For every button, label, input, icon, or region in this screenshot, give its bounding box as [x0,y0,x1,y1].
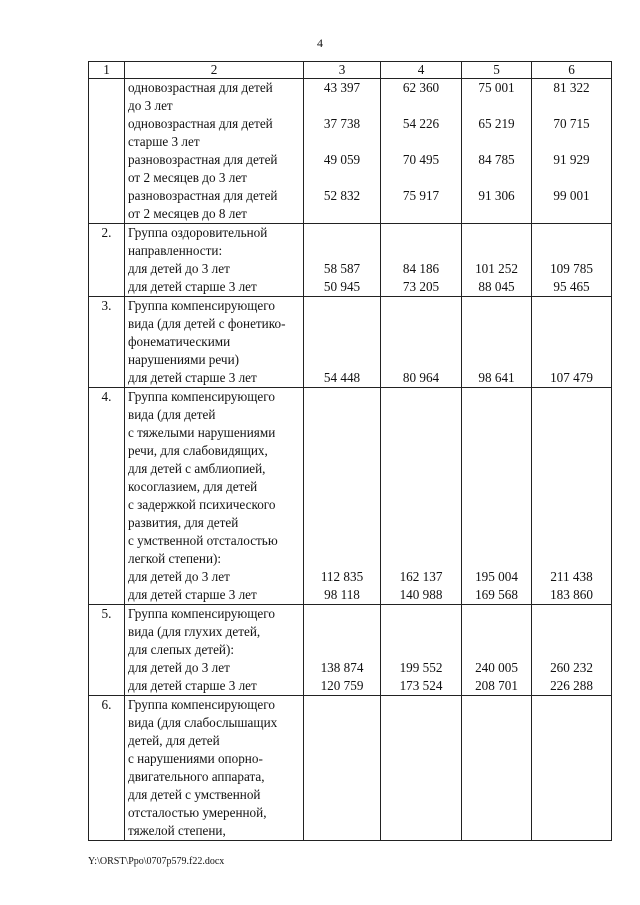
description-line: косоглазием, для детей [128,479,258,494]
value: 80 964 [402,370,440,385]
value [465,696,528,714]
value: 52 832 [323,188,361,203]
description-line: Группа компенсирующего [128,389,275,404]
value [384,786,458,804]
description-line: от 2 месяцев до 3 лет [128,170,247,185]
value [384,242,458,260]
value [307,623,377,641]
description-line: одновозрастная для детей [128,116,273,131]
value [465,768,528,786]
value: 54 226 [402,116,440,131]
value-cell-col6 [532,79,612,224]
value [384,333,458,351]
column-header: 6 [532,62,612,79]
value [465,388,528,406]
column-header: 1 [89,62,125,79]
value [384,224,458,242]
description-line: одновозрастная для детей [128,80,273,95]
value: 73 205 [402,279,440,294]
row-number: 6. [89,696,125,841]
value [384,496,458,514]
value [307,97,377,115]
value [307,460,377,478]
description-line: для детей старше 3 лет [128,678,257,693]
description-line: старше 3 лет [128,134,200,149]
value [465,714,528,732]
value [307,532,377,550]
value [465,97,528,115]
description-line: вида (для детей [128,407,216,422]
value: 91 929 [553,152,590,167]
value [535,297,608,315]
value [465,532,528,550]
value [535,550,608,568]
value [535,804,608,822]
value [535,750,608,768]
value: 173 524 [399,678,443,693]
value: 88 045 [478,279,515,294]
value-cell-col3 [304,224,381,297]
value [307,315,377,333]
value [384,169,458,187]
value [465,169,528,187]
description-line: разновозрастная для детей [128,152,278,167]
value [384,388,458,406]
value [384,804,458,822]
description-line: разновозрастная для детей [128,188,278,203]
description-line: развития, для детей [128,515,239,530]
row-description [125,79,304,224]
value [384,641,458,659]
value: 37 738 [323,116,361,131]
value [307,333,377,351]
value-cell-col3 [304,79,381,224]
value [384,406,458,424]
value: 81 322 [553,80,590,95]
column-header: 2 [125,62,304,79]
description-line: для детей с умственной [128,787,261,802]
value: 260 232 [550,660,593,675]
description-line: легкой степени): [128,551,222,566]
description-line: фонематическими [128,334,231,349]
row-description [125,297,304,388]
value: 50 945 [323,279,361,294]
value [307,641,377,659]
table-row [89,605,612,696]
value [535,532,608,550]
value [307,768,377,786]
value [465,732,528,750]
value [535,406,608,424]
value: 84 785 [478,152,515,167]
value [307,732,377,750]
value-cell-col6 [532,224,612,297]
value [465,496,528,514]
description-line: Группа компенсирующего [128,697,275,712]
value [384,532,458,550]
description-line: с тяжелыми нарушениями [128,425,276,440]
value: 84 186 [402,261,440,276]
description-line: тяжелой степени, [128,823,226,838]
value [307,786,377,804]
value-cell-col5 [462,388,532,605]
description-line: направленности: [128,243,223,258]
table-row [89,297,612,388]
value: 98 118 [324,587,360,602]
value [465,424,528,442]
value: 240 005 [475,660,518,675]
value [535,478,608,496]
value-cell-col3 [304,696,381,841]
value-cell-col4 [381,696,462,841]
value [307,550,377,568]
value [384,424,458,442]
value [465,478,528,496]
table-header-row [89,62,612,79]
description-line: речи, для слабовидящих, [128,443,268,458]
description-line: детей, для детей [128,733,220,748]
value [465,242,528,260]
description-line: с задержкой психического [128,497,276,512]
value-cell-col5 [462,224,532,297]
page-number: 4 [317,36,323,50]
table-row [89,224,612,297]
row-description [125,388,304,605]
value [384,732,458,750]
value [307,804,377,822]
description-line: отсталостью умеренной, [128,805,267,820]
value [307,351,377,369]
value [307,478,377,496]
value: 112 835 [320,569,364,584]
description-line: для детей старше 3 лет [128,370,257,385]
value-cell-col5 [462,297,532,388]
description-line: двигательного аппарата, [128,769,265,784]
value [384,460,458,478]
value [465,442,528,460]
value [384,315,458,333]
description-line: для детей до 3 лет [128,261,230,276]
description-line: Группа компенсирующего [128,298,275,313]
value-cell-col5 [462,605,532,696]
row-number: 2. [89,224,125,297]
table-row [89,696,612,841]
value [465,822,528,840]
value [535,623,608,641]
value: 162 137 [399,569,443,584]
description-line: вида (для детей с фонетико- [128,316,286,331]
value [307,388,377,406]
value [535,460,608,478]
row-number [89,79,125,224]
value [384,623,458,641]
value: 99 001 [553,188,590,203]
description-line: с нарушениями опорно- [128,751,263,766]
value [384,605,458,623]
column-header: 3 [304,62,381,79]
table-row [89,79,612,224]
column-header: 5 [462,62,532,79]
row-description [125,696,304,841]
value [384,696,458,714]
value: 183 860 [550,587,593,602]
value [535,442,608,460]
value [535,641,608,659]
value [384,514,458,532]
value [307,514,377,532]
value [535,768,608,786]
value-cell-col4 [381,79,462,224]
value [535,388,608,406]
description-line: вида (для глухих детей, [128,624,261,639]
value: 43 397 [323,80,361,95]
value [535,97,608,115]
value [384,97,458,115]
value: 138 874 [320,660,364,675]
value [384,442,458,460]
value [535,732,608,750]
value-cell-col4 [381,224,462,297]
value: 211 438 [550,569,593,584]
value-cell-col3 [304,388,381,605]
value: 70 715 [553,116,590,131]
value [307,205,377,223]
value [465,550,528,568]
value [307,496,377,514]
value [465,641,528,659]
value-cell-col3 [304,605,381,696]
value-cell-col4 [381,297,462,388]
value: 101 252 [475,261,518,276]
value [465,297,528,315]
value [535,822,608,840]
value [535,224,608,242]
description-line: для слепых детей): [128,642,235,657]
row-description [125,224,304,297]
file-path-footer: Y:\ORST\Ppo\0707p579.f22.docx [88,856,225,867]
value [535,605,608,623]
value [465,133,528,151]
value [307,224,377,242]
description-line: Группа оздоровительной [128,225,268,240]
value: 169 568 [475,587,518,602]
description-line: для детей до 3 лет [128,569,230,584]
value [465,750,528,768]
description-line: вида (для слабослышащих [128,715,278,730]
value: 75 917 [402,188,440,203]
cost-table [88,61,612,841]
value-cell-col4 [381,388,462,605]
value [307,133,377,151]
value [307,696,377,714]
value [535,169,608,187]
value-cell-col6 [532,605,612,696]
description-line: для детей до 3 лет [128,660,230,675]
value-cell-col5 [462,79,532,224]
table-body [89,79,612,841]
value [535,786,608,804]
value: 62 360 [402,80,440,95]
value [535,315,608,333]
value [465,605,528,623]
value [384,351,458,369]
column-header: 4 [381,62,462,79]
value [465,205,528,223]
description-line: от 2 месяцев до 8 лет [128,206,247,221]
value [307,605,377,623]
value [535,205,608,223]
value [535,351,608,369]
value: 120 759 [320,678,364,693]
value [465,315,528,333]
value [307,169,377,187]
value-cell-col3 [304,297,381,388]
value [307,297,377,315]
row-description [125,605,304,696]
value [307,242,377,260]
value: 140 988 [399,587,443,602]
value: 91 306 [478,188,515,203]
value: 75 001 [478,80,515,95]
value [535,496,608,514]
description-line: с умственной отсталостью [128,533,278,548]
value [465,514,528,532]
value [307,406,377,424]
value-cell-col4 [381,605,462,696]
value [465,224,528,242]
value: 54 448 [323,370,361,385]
value: 199 552 [399,660,443,675]
value [384,768,458,786]
value-cell-col6 [532,388,612,605]
value [535,133,608,151]
value [465,804,528,822]
value [535,424,608,442]
value: 65 219 [478,116,515,131]
description-line: для детей старше 3 лет [128,279,257,294]
row-number: 3. [89,297,125,388]
value [307,750,377,768]
value [384,714,458,732]
value: 195 004 [475,569,518,584]
description-line: Группа компенсирующего [128,606,275,621]
value [384,133,458,151]
value-cell-col5 [462,696,532,841]
value [535,696,608,714]
value: 98 641 [478,370,515,385]
value: 49 059 [323,152,361,167]
value-cell-col6 [532,297,612,388]
value: 109 785 [550,261,593,276]
value: 107 479 [550,370,593,385]
value [384,205,458,223]
value [465,460,528,478]
description-line: для детей старше 3 лет [128,587,257,602]
value: 70 495 [402,152,440,167]
value [384,478,458,496]
value: 208 701 [475,678,518,693]
value [465,786,528,804]
value [465,333,528,351]
value [465,406,528,424]
value [535,514,608,532]
description-line: до 3 лет [128,98,173,113]
value-cell-col6 [532,696,612,841]
value [384,550,458,568]
row-number: 4. [89,388,125,605]
value [465,623,528,641]
value [384,297,458,315]
value [535,714,608,732]
value [307,442,377,460]
description-line: нарушениями речи) [128,352,240,367]
table-row [89,388,612,605]
value [535,242,608,260]
value [307,822,377,840]
value: 226 288 [550,678,593,693]
value: 95 465 [553,279,590,294]
value [307,714,377,732]
value [384,822,458,840]
value: 58 587 [323,261,361,276]
value [307,424,377,442]
value [465,351,528,369]
value [535,333,608,351]
value [384,750,458,768]
description-line: для детей с амблиопией, [128,461,266,476]
row-number: 5. [89,605,125,696]
